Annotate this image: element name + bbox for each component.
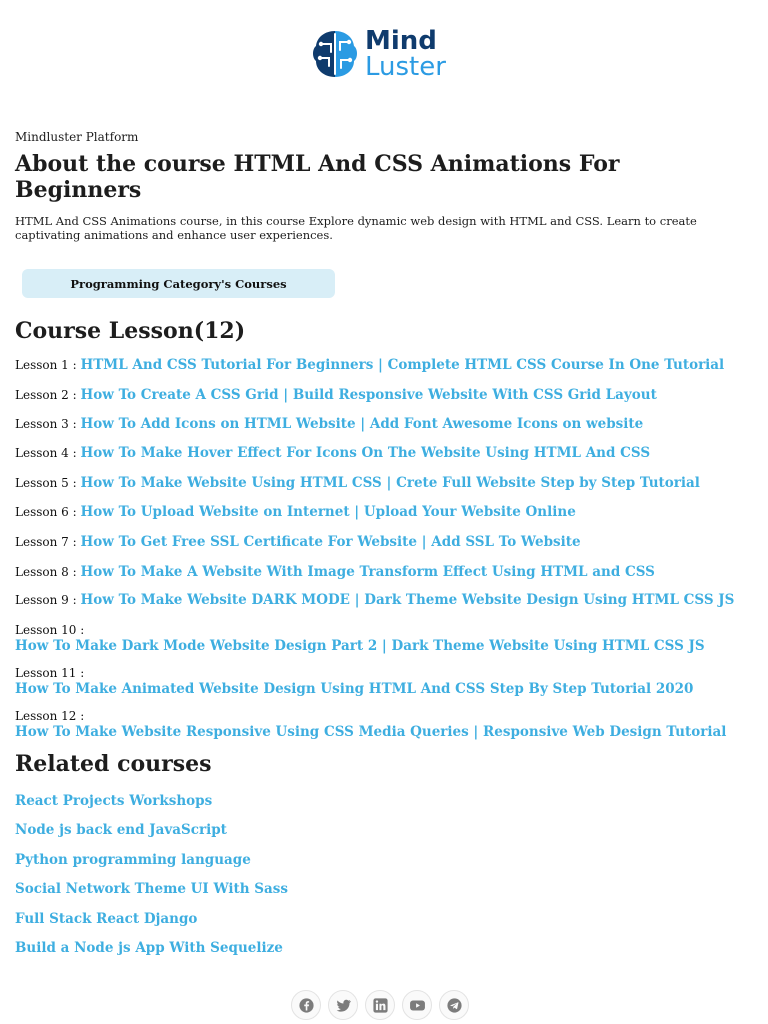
brand-name: [365, 28, 446, 80]
lesson-number: Lesson 3 :: [15, 417, 77, 431]
lesson-item: [15, 623, 705, 654]
lesson-item: [15, 387, 657, 403]
lesson-link[interactable]: How To Make Website Responsive Using CSS Media Queries | Responsive Web Design Tutorial: [15, 724, 727, 740]
facebook-icon: [298, 997, 315, 1014]
lesson-link[interactable]: How To Add Icons on HTML Website | Add Font Awesome Icons on website: [80, 416, 644, 432]
brand-line2: Luster: [365, 52, 446, 82]
social-links: [291, 990, 469, 1020]
related-item: [15, 849, 251, 868]
youtube-link[interactable]: [402, 990, 432, 1020]
platform-label: Mindluster Platform: [15, 130, 139, 144]
related-item: [15, 908, 197, 927]
linkedin-icon: [372, 997, 389, 1014]
lesson-link[interactable]: How To Make Hover Effect For Icons On The Website Using HTML And CSS: [80, 445, 651, 461]
related-course-link[interactable]: Social Network Theme UI With Sass: [15, 881, 288, 897]
lesson-link[interactable]: How To Make Dark Mode Website Design Part 2 | Dark Theme Website Using HTML CSS JS: [15, 638, 705, 654]
facebook-link[interactable]: [291, 990, 321, 1020]
related-heading: Related courses: [15, 751, 212, 777]
lesson-item: [15, 564, 655, 580]
lesson-number: Lesson 10 :: [15, 623, 85, 637]
course-description: HTML And CSS Animations course, in this course Explore dynamic web design with HTML and CSS. Learn to create captivating animations and enhance user experiences.: [15, 214, 697, 242]
lesson-item: [15, 592, 734, 608]
lesson-link[interactable]: How To Get Free SSL Certificate For Website | Add SSL To Website: [80, 534, 581, 550]
related-course-link[interactable]: Node js back end JavaScript: [15, 822, 227, 838]
lesson-link[interactable]: How To Make Website DARK MODE | Dark Theme Website Design Using HTML CSS JS: [80, 592, 735, 608]
lesson-number: Lesson 11 :: [15, 666, 85, 680]
related-course-link[interactable]: Full Stack React Django: [15, 911, 198, 927]
lesson-number: Lesson 2 :: [15, 388, 77, 402]
related-item: [15, 790, 212, 809]
lesson-number: Lesson 4 :: [15, 446, 77, 460]
lesson-item: [15, 357, 724, 373]
brain-logo-icon: [311, 28, 359, 80]
telegram-icon: [446, 997, 463, 1014]
related-course-link[interactable]: React Projects Workshops: [15, 793, 213, 809]
lesson-item: [15, 666, 693, 697]
lesson-link[interactable]: How To Make Website Using HTML CSS | Crete Full Website Step by Step Tutorial: [80, 475, 700, 491]
lesson-number: Lesson 5 :: [15, 476, 77, 490]
lesson-number: Lesson 6 :: [15, 505, 77, 519]
youtube-icon: [409, 997, 426, 1014]
lesson-item: [15, 445, 650, 461]
lesson-link[interactable]: How To Create A CSS Grid | Build Responsive Website With CSS Grid Layout: [80, 387, 657, 403]
lesson-item: [15, 504, 576, 520]
course-title: About the course HTML And CSS Animations For Beginners: [15, 151, 620, 203]
lesson-item: [15, 475, 700, 491]
related-item: [15, 937, 283, 956]
lesson-number: Lesson 9 :: [15, 593, 77, 607]
category-courses-button[interactable]: Programming Category's Courses: [22, 269, 335, 298]
twitter-icon: [335, 997, 352, 1014]
lesson-number: Lesson 1 :: [15, 358, 77, 372]
brand-line1: Mind: [365, 26, 437, 56]
lesson-link[interactable]: How To Make A Website With Image Transform Effect Using HTML and CSS: [80, 564, 655, 580]
lesson-number: Lesson 7 :: [15, 535, 77, 549]
related-item: [15, 819, 227, 838]
related-course-link[interactable]: Python programming language: [15, 852, 251, 868]
telegram-link[interactable]: [439, 990, 469, 1020]
twitter-link[interactable]: [328, 990, 358, 1020]
lessons-heading: Course Lesson(12): [15, 318, 246, 344]
linkedin-link[interactable]: [365, 990, 395, 1020]
related-item: [15, 878, 288, 897]
lesson-number: Lesson 8 :: [15, 565, 77, 579]
lesson-link[interactable]: How To Upload Website on Internet | Upload Your Website Online: [80, 504, 576, 520]
lesson-item: [15, 416, 643, 432]
lesson-link[interactable]: HTML And CSS Tutorial For Beginners | Complete HTML CSS Course In One Tutorial: [80, 357, 725, 373]
lesson-link[interactable]: How To Make Animated Website Design Using HTML And CSS Step By Step Tutorial 2020: [15, 681, 694, 697]
lesson-item: [15, 709, 726, 740]
mindluster-logo[interactable]: [311, 27, 446, 81]
lesson-item: [15, 534, 581, 550]
related-course-link[interactable]: Build a Node js App With Sequelize: [15, 940, 283, 956]
lesson-number: Lesson 12 :: [15, 709, 85, 723]
